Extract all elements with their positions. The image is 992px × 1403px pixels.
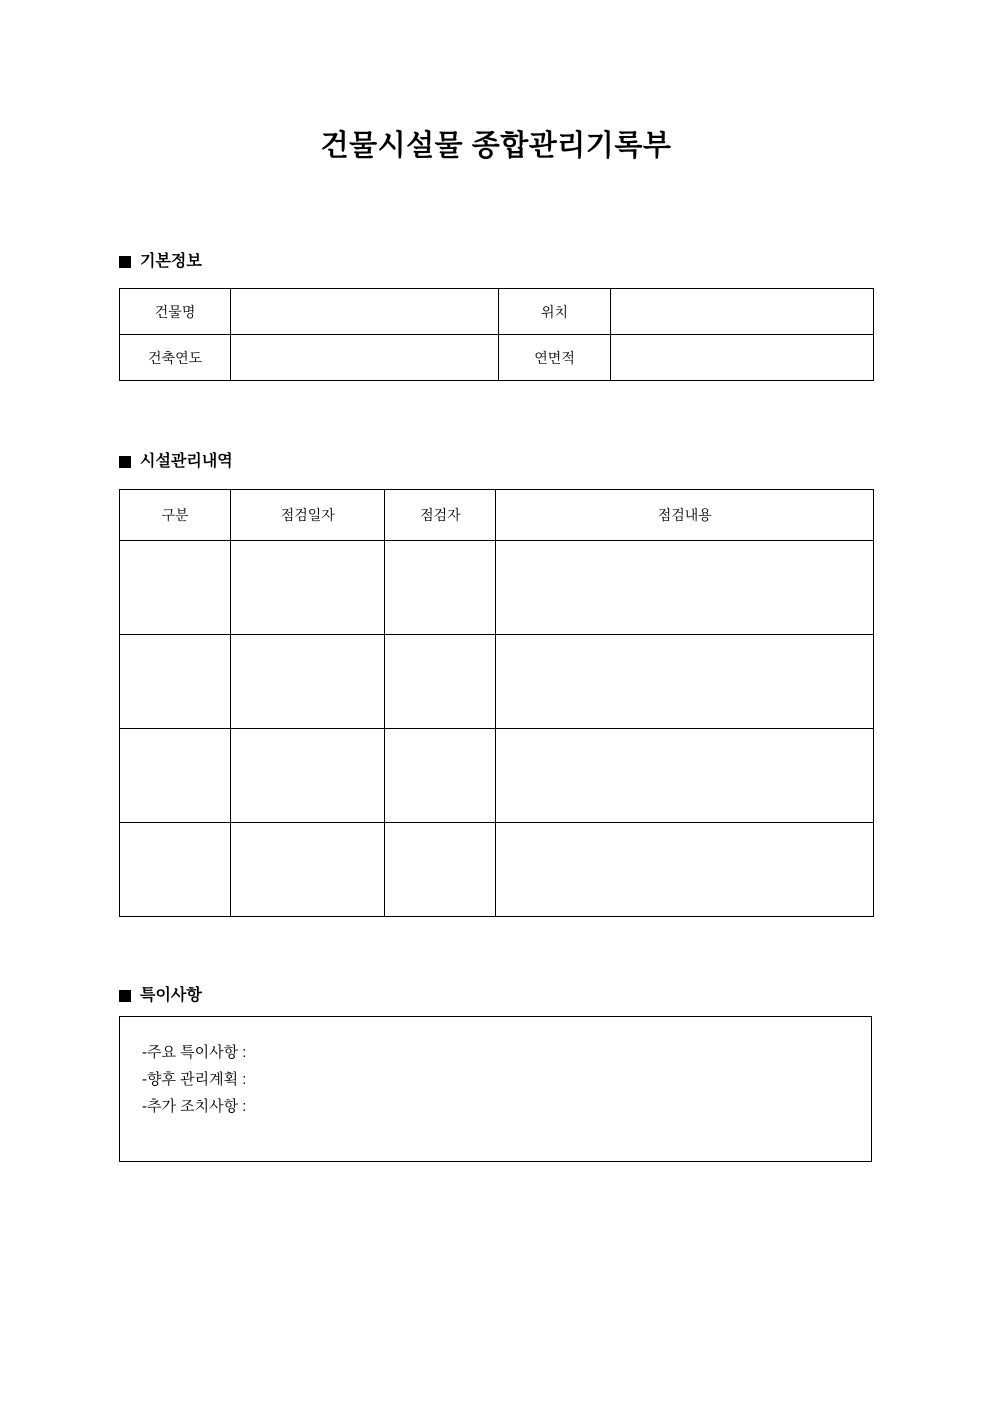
table-row (120, 823, 874, 917)
special-notes-box[interactable] (119, 1016, 872, 1162)
cell-inspection-content[interactable] (496, 541, 874, 635)
column-header-inspector: 점검자 (385, 490, 496, 541)
cell-category[interactable] (120, 541, 231, 635)
field-construction-year[interactable] (231, 335, 499, 381)
section-header-facility-management-label: 시설관리내역 (140, 453, 233, 470)
filled-square-bullet-icon (119, 456, 131, 468)
cell-inspection-date[interactable] (231, 823, 385, 917)
cell-inspection-content[interactable] (496, 823, 874, 917)
label-building-name: 건물명 (120, 289, 231, 335)
section-header-facility-management (119, 454, 233, 470)
basic-info-table (119, 288, 874, 381)
column-header-inspection-date: 점검일자 (231, 490, 385, 541)
page-title: 건물시설물 종합관리기록부 (320, 130, 672, 162)
section-header-basic-info-label: 기본정보 (140, 253, 202, 270)
column-header-inspection-content: 점검내용 (496, 490, 874, 541)
section-header-special-notes (119, 988, 202, 1004)
section-header-special-notes-label: 특이사항 (140, 987, 202, 1004)
field-total-floor-area[interactable] (610, 335, 873, 381)
cell-inspection-date[interactable] (231, 635, 385, 729)
label-total-floor-area: 연면적 (499, 335, 610, 381)
field-building-name[interactable] (231, 289, 499, 335)
cell-inspector[interactable] (385, 635, 496, 729)
facility-management-table (119, 489, 874, 917)
cell-category[interactable] (120, 729, 231, 823)
field-location[interactable] (610, 289, 873, 335)
table-header-row (120, 490, 874, 541)
cell-inspection-content[interactable] (496, 635, 874, 729)
note-line-main-issues: -주요 특이사항 : (142, 1044, 247, 1061)
table-row (120, 541, 874, 635)
table-row (120, 635, 874, 729)
filled-square-bullet-icon (119, 256, 131, 268)
cell-inspector[interactable] (385, 729, 496, 823)
label-construction-year: 건축연도 (120, 335, 231, 381)
note-line-future-plan: -향후 관리계획 : (142, 1071, 247, 1088)
cell-category[interactable] (120, 635, 231, 729)
column-header-category: 구분 (120, 490, 231, 541)
cell-inspection-date[interactable] (231, 541, 385, 635)
table-row (120, 289, 874, 335)
table-row (120, 335, 874, 381)
cell-inspector[interactable] (385, 823, 496, 917)
note-line-additional-actions: -추가 조치사항 : (142, 1098, 247, 1115)
filled-square-bullet-icon (119, 990, 131, 1002)
label-location: 위치 (499, 289, 610, 335)
cell-inspection-date[interactable] (231, 729, 385, 823)
cell-inspection-content[interactable] (496, 729, 874, 823)
table-row (120, 729, 874, 823)
cell-category[interactable] (120, 823, 231, 917)
cell-inspector[interactable] (385, 541, 496, 635)
section-header-basic-info (119, 254, 202, 270)
